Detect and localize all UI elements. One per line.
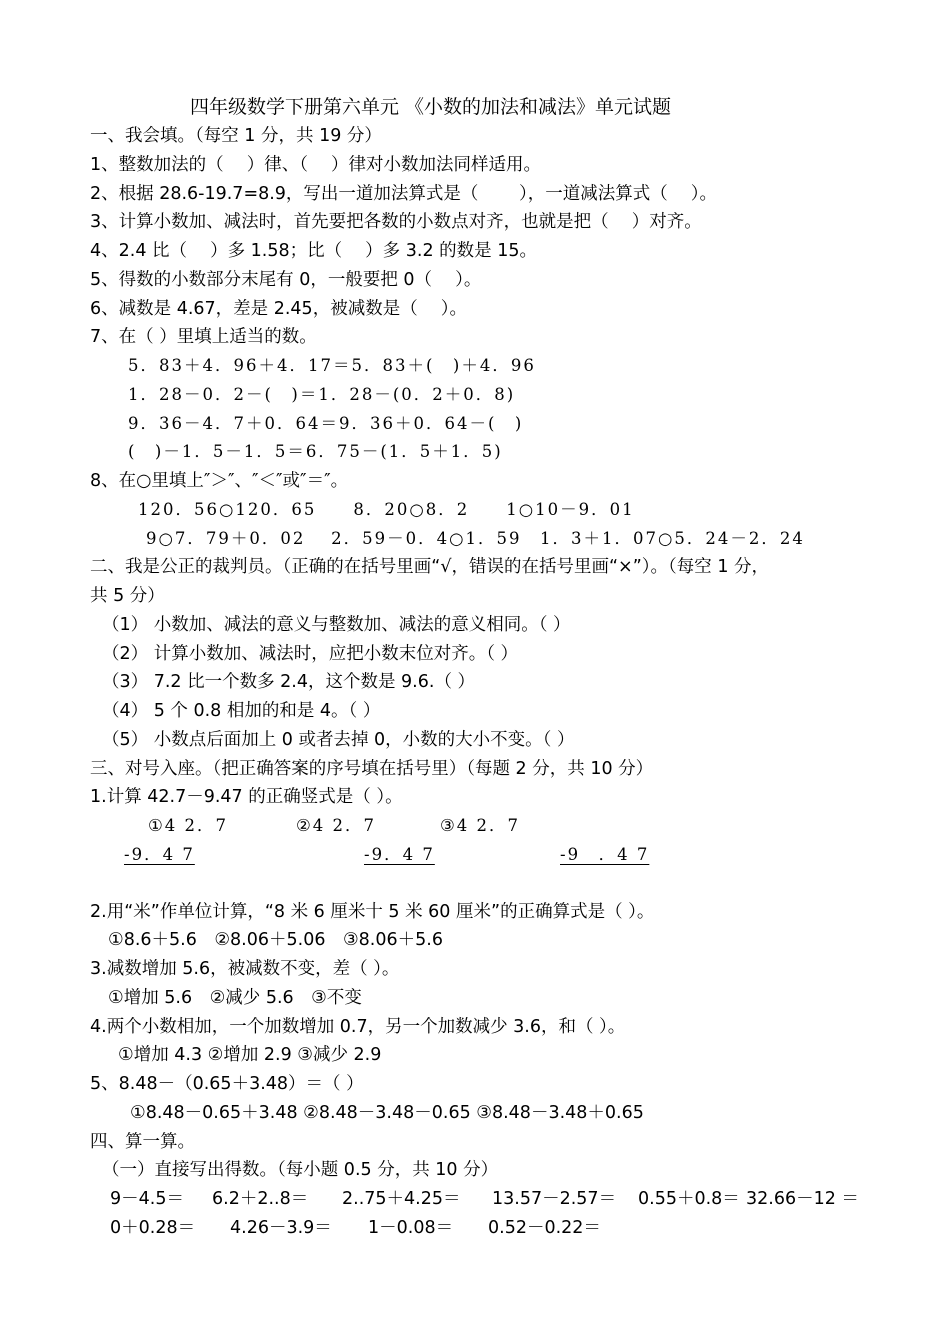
question-3-4-options: ①增加 4.3 ②增加 2.9 ③减少 2.9 [118, 1045, 382, 1065]
option-bottom-3: -9 ．4 7 [560, 845, 650, 864]
question-1-1: 1、整数加法的（ ）律、（ ）律对小数加法同样适用。 [90, 155, 542, 175]
question-1-7-item: 5．83＋4．96＋4．17＝5．83＋( )＋4．96 [128, 356, 536, 375]
question-3-4: 4.两个小数相加，一个加数增加 0.7，另一个加数减少 3.6，和（ ）。 [90, 1017, 626, 1037]
question-3-2: 2.用“米”作单位计算，“8 米 6 厘米十 5 米 60 厘米”的正确算式是（ ）。 [90, 902, 655, 922]
question-1-8-row: 9○7．79＋0．02 2．59－0．4○1．59 1．3＋1．07○5．24－2．24 [146, 529, 805, 548]
question-3-1: 1.计算 42.7－9.47 的正确竖式是（ ）。 [90, 787, 403, 807]
question-1-7-item: 9．36－4．7＋0．64＝9．36＋0．64－( ) [128, 414, 524, 433]
question-1-8: 8、在○里填上″＞″、″＜″或″＝″。 [90, 471, 349, 491]
question-1-7-item: ( )－1．5－1．5＝6．75－(1．5＋1．5) [128, 442, 503, 461]
section-3-heading: 三、对号入座。（把正确答案的序号填在括号里）（每题 2 分，共 10 分） [90, 759, 654, 779]
calc-item: 0＋0.28＝ [110, 1218, 196, 1238]
question-1-8-row: 120．56○120．65 8．20○8．2 1○10－9．01 [138, 500, 635, 519]
section-2-heading-cont: 共 5 分） [90, 586, 165, 606]
option-top-3: ③4 2．7 [440, 816, 521, 835]
calc-item: 0.55＋0.8＝ [638, 1189, 740, 1209]
question-3-3: 3.减数增加 5.6，被减数不变，差（ ）。 [90, 959, 400, 979]
judge-item: （4） 5 个 0.8 相加的和是 4。（ ） [102, 701, 381, 721]
question-1-6: 6、减数是 4.67，差是 2.45，被减数是（ ）。 [90, 299, 468, 319]
judge-item: （3） 7.2 比一个数多 2.4，这个数是 9.6.（ ） [102, 672, 476, 692]
calc-item: 1－0.08＝ [368, 1218, 454, 1238]
question-1-7: 7、在（ ）里填上适当的数。 [90, 327, 317, 347]
judge-item: （5） 小数点后面加上 0 或者去掉 0，小数的大小不变。（ ） [102, 730, 575, 750]
question-3-3-options: ①增加 5.6 ②减少 5.6 ③不变 [108, 988, 362, 1008]
section-4-heading: 四、算一算。 [90, 1132, 195, 1152]
question-3-5: 5、8.48－（0.65＋3.48）＝（ ） [90, 1074, 364, 1094]
judge-item: （1） 小数加、减法的意义与整数加、减法的意义相同。（ ） [102, 615, 571, 635]
calc-item: 6.2＋2..8＝ [212, 1189, 309, 1209]
question-3-2-options: ①8.6＋5.6 ②8.06＋5.06 ③8.06＋5.6 [108, 930, 443, 950]
judge-item: （2） 计算小数加、减法时，应把小数末位对齐。（ ） [102, 644, 519, 664]
option-bottom-2: -9．4 7 [364, 845, 435, 864]
question-1-4: 4、2.4 比（ ）多 1.58；比（ ）多 3.2 的数是 15。 [90, 241, 537, 261]
calc-item: 9－4.5＝ [110, 1189, 184, 1209]
section-2-heading: 二、我是公正的裁判员。（正确的在括号里画“√，错误的在括号里画“×”）。（每空 1 分， [90, 557, 770, 577]
section-1-heading: 一、我会填。（每空 1 分，共 19 分） [90, 126, 382, 146]
question-1-5: 5、得数的小数部分末尾有 0，一般要把 0（ ）。 [90, 270, 482, 290]
calc-item: 2..75＋4.25＝ [342, 1189, 461, 1209]
calc-item: 4.26－3.9＝ [230, 1218, 332, 1238]
page-title: 四年级数学下册第六单元 《小数的加法和减法》单元试题 [190, 96, 672, 118]
option-top-1: ①4 2．7 [148, 816, 229, 835]
calc-item: 0.52－0.22＝ [488, 1218, 601, 1238]
calc-item: 32.66－12 ＝ [746, 1189, 859, 1209]
question-3-5-options: ①8.48－0.65＋3.48 ②8.48－3.48－0.65 ③8.48－3.48＋0.65 [130, 1103, 644, 1123]
option-bottom-1: -9．4 7 [124, 845, 195, 864]
question-1-3: 3、计算小数加、减法时，首先要把各数的小数点对齐，也就是把（ ）对齐。 [90, 212, 702, 232]
calc-item: 13.57－2.57＝ [492, 1189, 617, 1209]
option-top-2: ②4 2．7 [296, 816, 377, 835]
question-1-2: 2、根据 28.6-19.7=8.9，写出一道加法算式是（ ），一道减法算式（ ）。 [90, 184, 718, 204]
question-1-7-item: 1．28－0．2－( )＝1．28－(0．2＋0．8) [128, 385, 516, 404]
section-4-sub-1: （一）直接写出得数。（每小题 0.5 分，共 10 分） [102, 1160, 499, 1180]
